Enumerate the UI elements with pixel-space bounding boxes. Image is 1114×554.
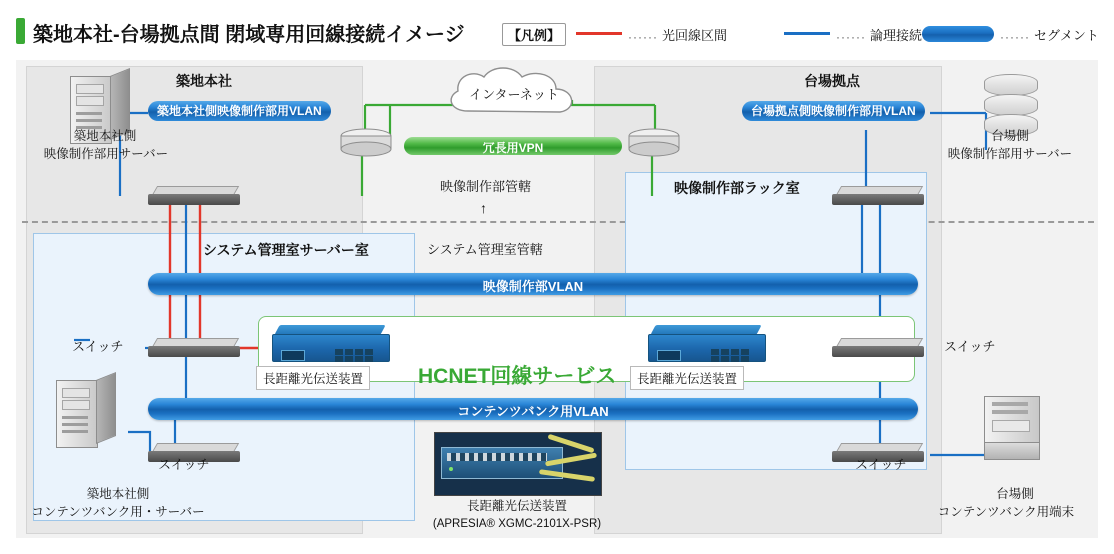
vlan-pipe-content-bank	[148, 398, 918, 420]
switch-tsukiji-sysadmin	[148, 338, 240, 360]
terminal-odaiba-content-bank	[984, 396, 1040, 462]
optical-transmission-label-right: 長距離光伝送装置	[630, 366, 744, 390]
product-photo-caption-2: (APRESIA® XGMC-2101X-PSR)	[432, 518, 602, 530]
switch-label-left-mid: スイッチ	[72, 339, 124, 354]
optical-transmission-label-left: 長距離光伝送装置	[256, 366, 370, 390]
room-title-sysadmin: システム管理室サーバー室	[203, 242, 369, 258]
terminal-label-odaiba-bank-1: 台場側	[996, 487, 1034, 501]
optical-transmission-device-right	[648, 325, 764, 365]
legend-dots-logical: ······	[836, 30, 866, 44]
site-title-tsukiji: 築地本社	[176, 73, 232, 89]
room-title-video-rack: 映像制作部ラック室	[674, 180, 800, 196]
edge-router-right	[628, 128, 680, 160]
site-title-odaiba: 台場拠点	[804, 73, 860, 89]
switch-odaiba-video	[832, 186, 924, 208]
page-title: 築地本社-台場拠点間 閉域専用回線接続イメージ	[33, 24, 465, 46]
server-label-odaiba-video-1: 台場側	[991, 129, 1029, 143]
jurisdiction-arrow: ↑	[480, 200, 487, 216]
legend-label: 【凡例】	[502, 23, 566, 46]
legend-text-optical: 光回線区間	[662, 28, 728, 43]
switch-label-right-bottom: スイッチ	[855, 457, 907, 472]
jurisdiction-video-label: 映像制作部管轄	[440, 179, 532, 194]
vlan-pipe-video	[148, 273, 918, 295]
terminal-label-odaiba-bank-2: コンテンツバンク用端末	[937, 505, 1075, 519]
legend-dots-segment: ······	[1000, 30, 1030, 44]
vlan-pipe-content-bank-label: コンテンツバンク用VLAN	[457, 404, 609, 419]
server-label-tsukiji-bank-2: コンテンツバンク用・サーバー	[31, 505, 205, 519]
legend-text-logical: 論理接続	[870, 28, 923, 43]
switch-label-left-bottom: スイッチ	[158, 457, 210, 472]
server-label-tsukiji-bank-1: 築地本社側	[86, 487, 150, 501]
legend-text-segment: セグメント	[1034, 28, 1099, 43]
server-label-tsukiji-video-1: 築地本社側	[73, 129, 137, 143]
jurisdiction-sysadmin-label: システム管理室管轄	[427, 242, 543, 257]
internet-label: インターネット	[469, 87, 559, 102]
optical-transmission-device-left	[272, 325, 388, 365]
hcnet-service-label: HCNET回線サービス	[418, 365, 617, 388]
legend-dots-optical: ······	[628, 30, 658, 44]
switch-label-right-mid: スイッチ	[944, 339, 996, 354]
switch-tsukiji-video	[148, 186, 240, 208]
vlan-tag-odaiba-video: 台場拠点側映像制作部用VLAN	[742, 101, 925, 121]
server-label-odaiba-video-2: 映像制作部用サーバー	[947, 147, 1073, 161]
redundant-vpn-label: 冗長用VPN	[482, 141, 544, 155]
vlan-tag-tsukiji-video: 築地本社側映像制作部用VLAN	[148, 101, 331, 121]
product-photo-caption-1: 長距離光伝送装置	[466, 499, 567, 513]
edge-router-left	[340, 128, 392, 160]
server-label-tsukiji-video-2: 映像制作部用サーバー	[43, 147, 169, 161]
server-tsukiji-content-bank	[56, 376, 128, 446]
vlan-pipe-video-label: 映像制作部VLAN	[482, 279, 584, 294]
product-photo	[434, 432, 602, 496]
switch-odaiba-sysadmin	[832, 338, 924, 360]
